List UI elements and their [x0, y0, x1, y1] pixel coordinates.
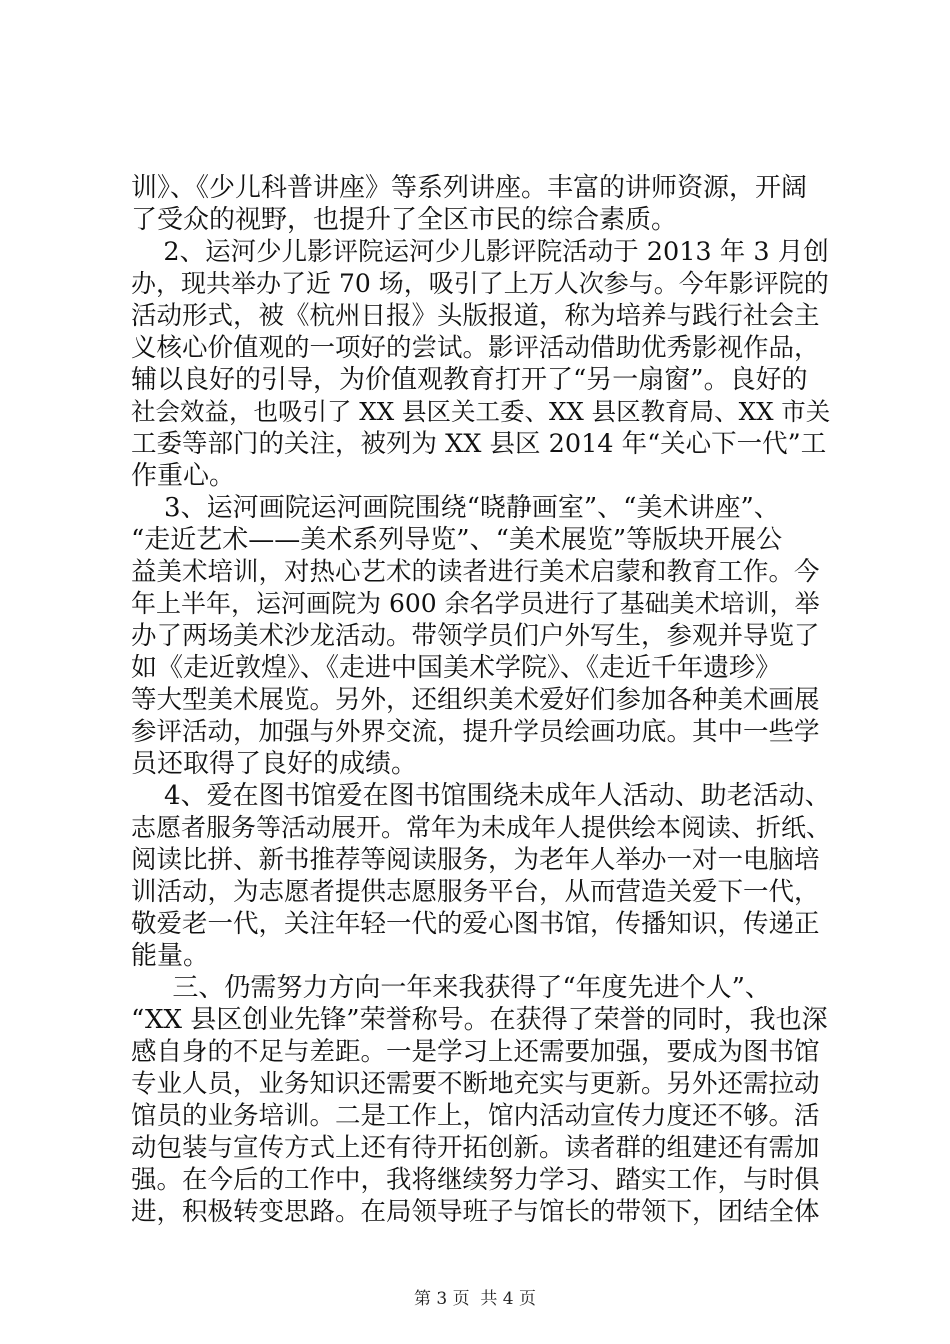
- text-line: 动包装与宣传方式上还有待开拓创新。读者群的组建还有需加: [131, 1133, 820, 1163]
- text-line: 了受众的视野，也提升了全区市民的综合素质。: [131, 205, 678, 235]
- text-line: 2、运河少儿影评院运河少儿影评院活动于 2013 年 3 月创: [131, 237, 829, 267]
- text-line: 活动形式，被《杭州日报》头版报道，称为培养与践行社会主: [131, 301, 820, 331]
- text-line: 4、爱在图书馆爱在图书馆围绕未成年人活动、助老活动、: [131, 781, 831, 811]
- text-line: 如《走近敦煌》、《走进中国美术学院》、《走近千年遗珍》: [131, 653, 782, 683]
- text-line: 等大型美术展览。另外，还组织美术爱好们参加各种美术画展: [131, 685, 820, 715]
- text-line: 阅读比拼、新书推荐等阅读服务，为老年人举办一对一电脑培: [131, 845, 820, 875]
- text-line: 训活动，为志愿者提供志愿服务平台，从而营造关爱下一代，: [131, 877, 820, 907]
- text-line: 义核心价值观的一项好的尝试。影评活动借助优秀影视作品，: [131, 333, 820, 363]
- text-line: 强。在今后的工作中，我将继续努力学习、踏实工作，与时俱: [131, 1165, 820, 1195]
- text-line: 员还取得了良好的成绩。: [131, 749, 418, 779]
- text-line: 馆员的业务培训。二是工作上，馆内活动宣传力度还不够。活: [131, 1101, 820, 1131]
- body-text: [131, 172, 831, 1228]
- text-line: 感自身的不足与差距。一是学习上还需要加强，要成为图书馆: [131, 1037, 820, 1067]
- text-line: 3、运河画院运河画院围绕“晓静画室”、“美术讲座”、: [131, 493, 780, 523]
- text-line: 益美术培训，对热心艺术的读者进行美术启蒙和教育工作。今: [131, 557, 820, 587]
- text-line: 三、仍需努力方向一年来我获得了“年度先进个人”、: [131, 973, 771, 1003]
- text-line: 志愿者服务等活动展开。常年为未成年人提供绘本阅读、折纸、: [131, 813, 832, 842]
- page-number-footer: 第 3 页 共 4 页: [413, 1289, 537, 1309]
- text-line: 参评活动，加强与外界交流，提升学员绘画功底。其中一些学: [131, 717, 820, 747]
- text-line: 训》、《少儿科普讲座》等系列讲座。丰富的讲师资源，开阔: [131, 173, 808, 203]
- text-line: 敬爱老一代，关注年轻一代的爱心图书馆，传播知识，传递正: [131, 909, 820, 939]
- text-line: 社会效益，也吸引了 XX 县区关工委、XX 县区教育局、XX 市关: [131, 397, 831, 426]
- text-line: 年上半年，运河画院为 600 余名学员进行了基础美术培训，举: [131, 589, 820, 618]
- text-line: 能量。: [131, 941, 210, 971]
- text-line: 专业人员，业务知识还需要不断地充实与更新。另外还需拉动: [131, 1069, 820, 1099]
- text-line: 工委等部门的关注，被列为 XX 县区 2014 年“关心下一代”工: [131, 429, 827, 459]
- text-line: “XX 县区创业先锋”荣誉称号。在获得了荣誉的同时，我也深: [131, 1005, 828, 1035]
- text-line: 作重心。: [131, 461, 236, 491]
- text-line: 进，积极转变思路。在局领导班子与馆长的带领下，团结全体: [131, 1197, 820, 1227]
- text-line: 办了两场美术沙龙活动。带领学员们户外写生，参观并导览了: [131, 621, 820, 651]
- text-line: 办，现共举办了近 70 场，吸引了上万人次参与。今年影评院的: [131, 269, 829, 298]
- text-line: “走近艺术——美术系列导览”、“美术展览”等版块开展公: [131, 525, 783, 555]
- text-line: 辅以良好的引导，为价值观教育打开了“另一扇窗”。良好的: [131, 365, 808, 395]
